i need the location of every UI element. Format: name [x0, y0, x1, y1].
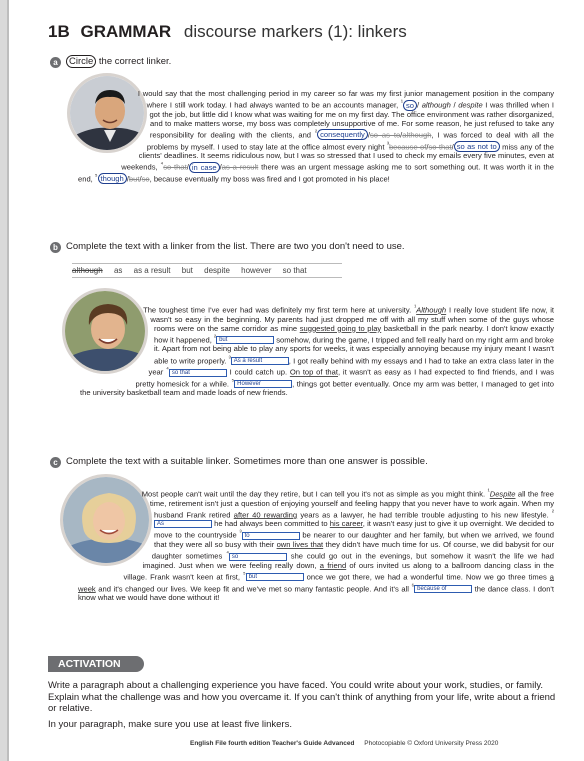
exercise-b-instruction: Complete the text with a linker from the list. There are two you don't need to use.	[66, 241, 405, 252]
activation-paragraph-1: Write a paragraph about a challenging experience you have faced. You could write about your work, studies, or family. Explain what the challenge was and how you overcame it. If you can't think of anything from your life, write about a friend or relative.	[48, 680, 556, 714]
activation-label: ACTIVATION	[48, 656, 144, 672]
answer-3-so-as-not-to[interactable]: so as not to	[454, 141, 500, 152]
footer-copyright: Photocopiable © Oxford University Press 2020	[364, 740, 499, 747]
answer-4-in-case[interactable]: in case	[189, 162, 220, 173]
exercise-a-badge: a	[50, 57, 61, 68]
word-so-that: so that	[282, 266, 307, 275]
word-despite: despite	[204, 266, 230, 275]
page-gutter-shadow	[7, 0, 9, 761]
answer-field-5[interactable]: However	[234, 380, 292, 388]
exercise-a-instruction: Circle the correct linker.	[66, 56, 171, 67]
answer-field-c5[interactable]: but	[246, 573, 304, 581]
example-despite: Despite	[489, 489, 516, 499]
example-although: Although	[416, 305, 447, 315]
word-however: however	[241, 266, 272, 275]
circle-word: Circle	[66, 55, 96, 68]
answer-field-c6[interactable]: because of	[414, 585, 472, 593]
exercise-b-badge: b	[50, 242, 61, 253]
answer-field-2[interactable]: but	[216, 336, 274, 344]
exercise-c-text: Most people can't wait until the day they retire, but I can tell you it's not as simple as you might think. $^{^1}$Despite all the free time, retirement isn't just a question of enjoying yourself and feeling happy that you never have to work again. When my husband Frank retired after 40 rewarding years as a lawyer, he had terrible trouble adjusting to his new lifestyle. $^{^2}$As he had always been committed to his career, it wasn't easy just to give it up overnight. We decided to move to the countryside $^{^3}$ to be nearer to our daughter and her family, but when we arrived, we found that they were all so busy with their own lives that they didn't have much time for us. Of course, we did babysit for our daughter sometimes $^{^4}$ so she could go out in the evenings, but somehow it wasn't the life we had imagined. Just when we were feeling really down, a friend of ours invited us along to a ballroom dancing class in the village. Frank wasn't keen at first, $^{^5}$ but once we got there, we had a wonderful time. Now we go three times a week and it's changed our lives. We keep fit and we've met so many fantastic people. And it's all $^{^6}$ because of the dance class. I don't know what we would have done without it!	[78, 488, 554, 603]
answer-field-4[interactable]: so that	[169, 369, 227, 377]
page-title	[48, 22, 407, 42]
answer-1-so[interactable]: so	[403, 100, 417, 111]
exercise-a-text: I would say that the most challenging period in my career so far was my first junior management position in the company where I still work today. I had always wanted to be an accounts manager, $^{^1}$ so / although / despite I was thrilled when I got the job, but little did I know what was waiting for me on my first day. The office environment was rather disorganized, and to make matters worse, my boss was completely unsupportive of me. For some reason, he just refused to take any responsibility for dealing with the clients, and $^{^2}$ consequently /so as to/although, I was forced to deal with all the problems by myself. I used to stay late at the office almost every night $^{^3}$because of/so that/ so as not to miss any of the clients' deadlines. It seems ridiculous now, but I was so stressed that I used to check my emails every five minutes, even at weekends, $^{^4}$so that/ in case /as a result there was an urgent message asking me to sort something out. It was worth it in the end, $^{^5}$ though /but/so, because eventually my boss was fired and I got promoted in his place!	[78, 89, 554, 184]
page-subtitle: discourse markers (1): linkers	[183, 22, 407, 41]
grammar-heading: GRAMMAR	[80, 22, 172, 41]
section-number: 1B	[48, 22, 70, 41]
word-but: but	[181, 266, 193, 275]
page-gutter	[0, 0, 7, 761]
exercise-b-text: The toughest time I've ever had was definitely my first term here at university. $^{^1}$Although I really love student life now, it wasn't so easy in the beginning. My parents had just dropped me off with all my stuff when some of the guys whose rooms were on the same corridor as mine suggested going to play basketball in the park nearby. I don't know exactly how it happened, $^{^2}$ but somehow, during the game, I tripped and fell really hard on my right arm and broke it. Apart from not being able to play any sports for weeks, it was especially annoying because my injury meant I wasn't able to write properly. $^{^3}$ As a result , I got really behind with my essays and I had to take an extra class later in the year $^{^4}$ so that I could catch up. On top of that, it wasn't as easy as I had expected to find friends, and I was pretty homesick for a while. $^{^5}$ However , things got better eventually. Once my arm was better, I managed to get into the university basketball team and made loads of new friends.	[80, 304, 555, 398]
activation-paragraph-2: In your paragraph, make sure you use at least five linkers.	[48, 718, 292, 730]
answer-5-though[interactable]: though	[98, 173, 127, 184]
answer-field-c4[interactable]: so	[229, 553, 287, 561]
footer-book-title: English File fourth edition Teacher's Guide Advanced	[190, 740, 355, 747]
linker-word-list	[72, 263, 342, 278]
word-as-a-result: as a result	[133, 266, 171, 275]
word-although: although	[72, 266, 103, 275]
exercise-c-instruction: Complete the text with a suitable linker. Sometimes more than one answer is possible.	[66, 456, 428, 467]
answer-field-c2[interactable]: As	[154, 520, 212, 528]
answer-2-consequently[interactable]: consequently	[317, 129, 368, 140]
photo-wrap-space	[80, 303, 154, 383]
answer-field-c3[interactable]: to	[242, 532, 300, 540]
word-as: as	[113, 266, 123, 275]
exercise-c-badge: c	[50, 457, 61, 468]
page-footer	[190, 740, 498, 747]
answer-field-3[interactable]: As a result	[231, 357, 289, 365]
activation-text	[48, 680, 558, 734]
